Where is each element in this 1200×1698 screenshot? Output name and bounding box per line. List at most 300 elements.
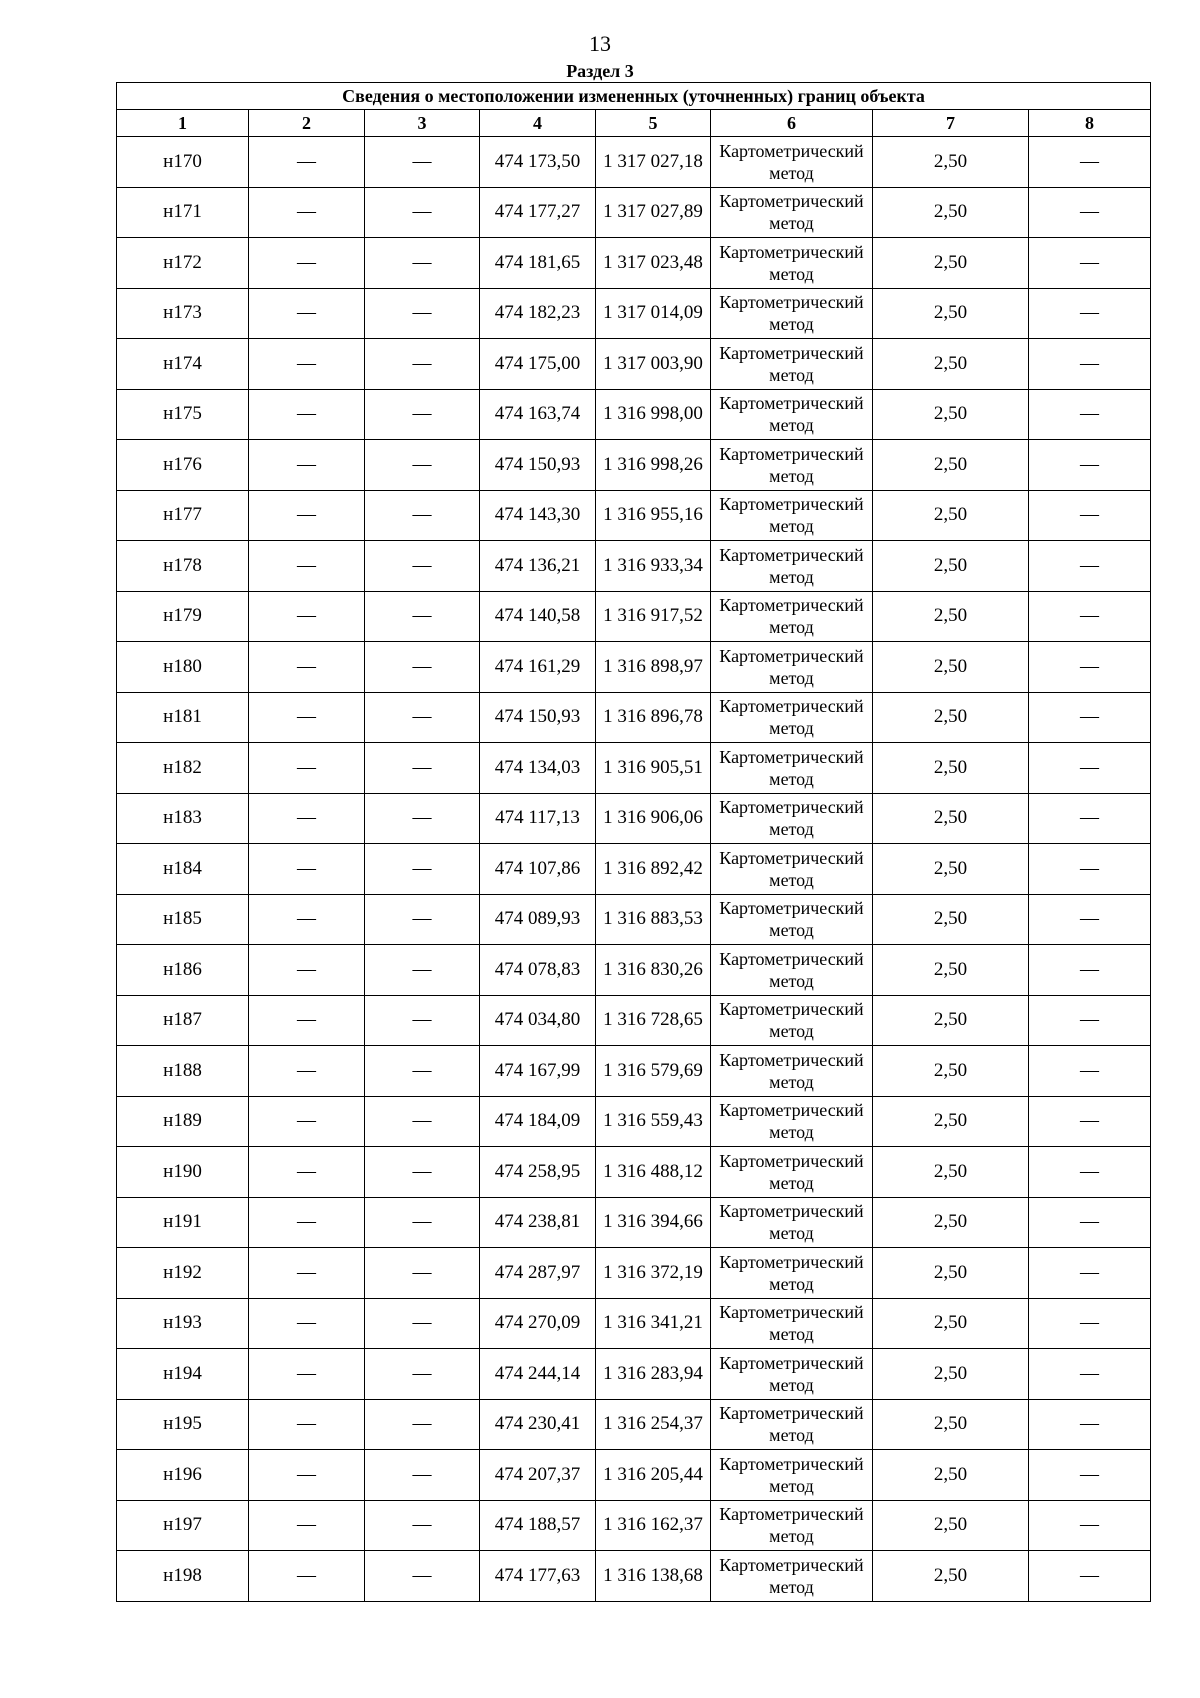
table-row (117, 1349, 1151, 1400)
method-text: Картометрический метод (719, 1554, 864, 1597)
method-cell (711, 238, 873, 289)
x-coordinate-cell: 474 184,09 (480, 1096, 596, 1147)
x-coordinate-cell: 474 163,74 (480, 389, 596, 440)
method-cell (711, 1197, 873, 1248)
page-number: 13 (589, 31, 611, 56)
x-coordinate-cell: 474 175,00 (480, 339, 596, 390)
method-cell (711, 1096, 873, 1147)
method-text: Картометрический метод (719, 1302, 864, 1345)
method-cell (711, 1551, 873, 1602)
column-number: 4 (480, 110, 596, 137)
method-cell (711, 541, 873, 592)
point-name-cell: н198 (117, 1551, 249, 1602)
column-8-cell: — (1029, 288, 1151, 339)
method-text: Картометрический метод (719, 1453, 864, 1496)
column-3-cell: — (365, 490, 480, 541)
column-2-cell: — (249, 1551, 365, 1602)
column-8-cell: — (1029, 1096, 1151, 1147)
column-2-cell: — (249, 187, 365, 238)
y-coordinate-cell: 1 317 003,90 (596, 339, 711, 390)
column-number: 6 (711, 110, 873, 137)
method-cell (711, 339, 873, 390)
table-row (117, 1500, 1151, 1551)
column-8-cell: — (1029, 490, 1151, 541)
method-cell (711, 692, 873, 743)
accuracy-cell: 2,50 (873, 1399, 1029, 1450)
point-name-cell: н181 (117, 692, 249, 743)
method-text: Картометрический метод (719, 1251, 864, 1294)
accuracy-cell: 2,50 (873, 490, 1029, 541)
accuracy-cell: 2,50 (873, 389, 1029, 440)
accuracy-cell: 2,50 (873, 1500, 1029, 1551)
table-row (117, 187, 1151, 238)
column-2-cell: — (249, 793, 365, 844)
column-2-cell: — (249, 440, 365, 491)
y-coordinate-cell: 1 316 896,78 (596, 692, 711, 743)
method-cell (711, 288, 873, 339)
column-3-cell: — (365, 541, 480, 592)
x-coordinate-cell: 474 177,27 (480, 187, 596, 238)
column-8-cell: — (1029, 642, 1151, 693)
column-2-cell: — (249, 137, 365, 188)
table-row (117, 1551, 1151, 1602)
method-cell (711, 1450, 873, 1501)
method-cell (711, 1046, 873, 1097)
accuracy-cell: 2,50 (873, 187, 1029, 238)
column-2-cell: — (249, 1298, 365, 1349)
y-coordinate-cell: 1 317 027,18 (596, 137, 711, 188)
table-row (117, 1450, 1151, 1501)
accuracy-cell: 2,50 (873, 844, 1029, 895)
x-coordinate-cell: 474 244,14 (480, 1349, 596, 1400)
method-text: Картометрический метод (719, 1403, 864, 1446)
accuracy-cell: 2,50 (873, 440, 1029, 491)
column-number: 3 (365, 110, 480, 137)
y-coordinate-cell: 1 316 883,53 (596, 894, 711, 945)
method-text: Картометрический метод (719, 140, 864, 183)
y-coordinate-cell: 1 316 488,12 (596, 1147, 711, 1198)
table-row (117, 1197, 1151, 1248)
x-coordinate-cell: 474 136,21 (480, 541, 596, 592)
accuracy-cell: 2,50 (873, 339, 1029, 390)
method-text: Картометрический метод (719, 1352, 864, 1395)
x-coordinate-cell: 474 182,23 (480, 288, 596, 339)
point-name-cell: н195 (117, 1399, 249, 1450)
accuracy-cell: 2,50 (873, 1096, 1029, 1147)
x-coordinate-cell: 474 107,86 (480, 844, 596, 895)
column-2-cell: — (249, 945, 365, 996)
column-2-cell: — (249, 591, 365, 642)
x-coordinate-cell: 474 117,13 (480, 793, 596, 844)
accuracy-cell: 2,50 (873, 995, 1029, 1046)
method-cell (711, 642, 873, 693)
method-cell (711, 743, 873, 794)
point-name-cell: н170 (117, 137, 249, 188)
method-cell (711, 490, 873, 541)
x-coordinate-cell: 474 258,95 (480, 1147, 596, 1198)
table-row (117, 894, 1151, 945)
accuracy-cell: 2,50 (873, 541, 1029, 592)
table-row (117, 793, 1151, 844)
point-name-cell: н174 (117, 339, 249, 390)
table-row (117, 1248, 1151, 1299)
point-name-cell: н179 (117, 591, 249, 642)
accuracy-cell: 2,50 (873, 1551, 1029, 1602)
table-row (117, 288, 1151, 339)
method-text: Картометрический метод (719, 847, 864, 890)
x-coordinate-cell: 474 270,09 (480, 1298, 596, 1349)
y-coordinate-cell: 1 316 341,21 (596, 1298, 711, 1349)
column-8-cell: — (1029, 238, 1151, 289)
x-coordinate-cell: 474 089,93 (480, 894, 596, 945)
column-8-cell: — (1029, 692, 1151, 743)
y-coordinate-cell: 1 316 162,37 (596, 1500, 711, 1551)
y-coordinate-cell: 1 316 898,97 (596, 642, 711, 693)
column-3-cell: — (365, 1298, 480, 1349)
column-number: 2 (249, 110, 365, 137)
table-row (117, 339, 1151, 390)
column-2-cell: — (249, 1450, 365, 1501)
table-row (117, 1046, 1151, 1097)
point-name-cell: н184 (117, 844, 249, 895)
column-8-cell: — (1029, 793, 1151, 844)
accuracy-cell: 2,50 (873, 945, 1029, 996)
y-coordinate-cell: 1 316 917,52 (596, 591, 711, 642)
table-row (117, 692, 1151, 743)
y-coordinate-cell: 1 316 283,94 (596, 1349, 711, 1400)
column-2-cell: — (249, 1147, 365, 1198)
method-text: Картометрический метод (719, 999, 864, 1042)
table-body (117, 137, 1151, 1602)
point-name-cell: н191 (117, 1197, 249, 1248)
point-name-cell: н188 (117, 1046, 249, 1097)
table-row (117, 642, 1151, 693)
x-coordinate-cell: 474 140,58 (480, 591, 596, 642)
accuracy-cell: 2,50 (873, 1450, 1029, 1501)
column-3-cell: — (365, 288, 480, 339)
y-coordinate-cell: 1 316 728,65 (596, 995, 711, 1046)
column-3-cell: — (365, 1096, 480, 1147)
method-text: Картометрический метод (719, 696, 864, 739)
method-text: Картометрический метод (719, 1049, 864, 1092)
accuracy-cell: 2,50 (873, 288, 1029, 339)
x-coordinate-cell: 474 230,41 (480, 1399, 596, 1450)
section-title: Раздел 3 (566, 61, 634, 81)
y-coordinate-cell: 1 316 394,66 (596, 1197, 711, 1248)
method-cell (711, 137, 873, 188)
method-cell (711, 389, 873, 440)
accuracy-cell: 2,50 (873, 793, 1029, 844)
y-coordinate-cell: 1 317 023,48 (596, 238, 711, 289)
table-row (117, 1096, 1151, 1147)
y-coordinate-cell: 1 316 205,44 (596, 1450, 711, 1501)
table-row (117, 995, 1151, 1046)
point-name-cell: н192 (117, 1248, 249, 1299)
column-8-cell: — (1029, 844, 1151, 895)
column-8-cell: — (1029, 389, 1151, 440)
x-coordinate-cell: 474 177,63 (480, 1551, 596, 1602)
point-name-cell: н173 (117, 288, 249, 339)
method-cell (711, 440, 873, 491)
y-coordinate-cell: 1 316 905,51 (596, 743, 711, 794)
method-text: Картометрический метод (719, 342, 864, 385)
column-3-cell: — (365, 1197, 480, 1248)
method-cell (711, 945, 873, 996)
x-coordinate-cell: 474 150,93 (480, 692, 596, 743)
accuracy-cell: 2,50 (873, 137, 1029, 188)
method-cell (711, 591, 873, 642)
column-3-cell: — (365, 844, 480, 895)
column-2-cell: — (249, 1096, 365, 1147)
column-2-cell: — (249, 238, 365, 289)
accuracy-cell: 2,50 (873, 1197, 1029, 1248)
column-3-cell: — (365, 1500, 480, 1551)
x-coordinate-cell: 474 238,81 (480, 1197, 596, 1248)
accuracy-cell: 2,50 (873, 1298, 1029, 1349)
column-3-cell: — (365, 389, 480, 440)
column-2-cell: — (249, 490, 365, 541)
point-name-cell: н178 (117, 541, 249, 592)
x-coordinate-cell: 474 034,80 (480, 995, 596, 1046)
column-2-cell: — (249, 692, 365, 743)
method-text: Картометрический метод (719, 1201, 864, 1244)
method-text: Картометрический метод (719, 292, 864, 335)
table-row (117, 743, 1151, 794)
point-name-cell: н183 (117, 793, 249, 844)
column-3-cell: — (365, 591, 480, 642)
column-8-cell: — (1029, 1197, 1151, 1248)
x-coordinate-cell: 474 143,30 (480, 490, 596, 541)
y-coordinate-cell: 1 316 955,16 (596, 490, 711, 541)
column-8-cell: — (1029, 187, 1151, 238)
method-text: Картометрический метод (719, 1100, 864, 1143)
method-cell (711, 1248, 873, 1299)
accuracy-cell: 2,50 (873, 1147, 1029, 1198)
column-3-cell: — (365, 1399, 480, 1450)
point-name-cell: н177 (117, 490, 249, 541)
table-row (117, 591, 1151, 642)
column-8-cell: — (1029, 1248, 1151, 1299)
column-3-cell: — (365, 137, 480, 188)
column-number: 5 (596, 110, 711, 137)
method-cell (711, 793, 873, 844)
table-caption: Сведения о местоположении измененных (уточненных) границ объекта (117, 83, 1151, 110)
column-number: 7 (873, 110, 1029, 137)
table-row (117, 1399, 1151, 1450)
column-3-cell: — (365, 692, 480, 743)
column-number-row (117, 110, 1151, 137)
accuracy-cell: 2,50 (873, 1046, 1029, 1097)
column-8-cell: — (1029, 1046, 1151, 1097)
column-3-cell: — (365, 339, 480, 390)
x-coordinate-cell: 474 181,65 (480, 238, 596, 289)
method-text: Картометрический метод (719, 746, 864, 789)
table-row (117, 238, 1151, 289)
column-8-cell: — (1029, 1551, 1151, 1602)
column-2-cell: — (249, 1197, 365, 1248)
column-8-cell: — (1029, 945, 1151, 996)
column-3-cell: — (365, 187, 480, 238)
x-coordinate-cell: 474 078,83 (480, 945, 596, 996)
column-3-cell: — (365, 1147, 480, 1198)
table-row (117, 1298, 1151, 1349)
column-3-cell: — (365, 238, 480, 289)
accuracy-cell: 2,50 (873, 743, 1029, 794)
column-3-cell: — (365, 995, 480, 1046)
point-name-cell: н176 (117, 440, 249, 491)
y-coordinate-cell: 1 316 998,00 (596, 389, 711, 440)
column-2-cell: — (249, 1349, 365, 1400)
x-coordinate-cell: 474 134,03 (480, 743, 596, 794)
point-name-cell: н187 (117, 995, 249, 1046)
column-8-cell: — (1029, 1399, 1151, 1450)
point-name-cell: н185 (117, 894, 249, 945)
x-coordinate-cell: 474 161,29 (480, 642, 596, 693)
column-2-cell: — (249, 844, 365, 895)
column-8-cell: — (1029, 440, 1151, 491)
table-row (117, 490, 1151, 541)
table-row (117, 541, 1151, 592)
point-name-cell: н193 (117, 1298, 249, 1349)
method-text: Картометрический метод (719, 191, 864, 234)
method-text: Картометрический метод (719, 948, 864, 991)
column-8-cell: — (1029, 894, 1151, 945)
column-2-cell: — (249, 1399, 365, 1450)
point-name-cell: н190 (117, 1147, 249, 1198)
y-coordinate-cell: 1 316 579,69 (596, 1046, 711, 1097)
accuracy-cell: 2,50 (873, 1349, 1029, 1400)
column-2-cell: — (249, 541, 365, 592)
column-3-cell: — (365, 1248, 480, 1299)
column-3-cell: — (365, 894, 480, 945)
method-cell (711, 894, 873, 945)
table-row (117, 389, 1151, 440)
column-2-cell: — (249, 743, 365, 794)
column-3-cell: — (365, 1349, 480, 1400)
column-8-cell: — (1029, 137, 1151, 188)
x-coordinate-cell: 474 173,50 (480, 137, 596, 188)
column-8-cell: — (1029, 995, 1151, 1046)
table-row (117, 137, 1151, 188)
y-coordinate-cell: 1 317 014,09 (596, 288, 711, 339)
column-8-cell: — (1029, 1147, 1151, 1198)
column-8-cell: — (1029, 591, 1151, 642)
y-coordinate-cell: 1 316 830,26 (596, 945, 711, 996)
x-coordinate-cell: 474 287,97 (480, 1248, 596, 1299)
y-coordinate-cell: 1 316 138,68 (596, 1551, 711, 1602)
method-cell (711, 187, 873, 238)
column-3-cell: — (365, 1551, 480, 1602)
point-name-cell: н189 (117, 1096, 249, 1147)
x-coordinate-cell: 474 188,57 (480, 1500, 596, 1551)
boundary-coordinates-table (116, 82, 1151, 1602)
method-text: Картометрический метод (719, 797, 864, 840)
y-coordinate-cell: 1 316 906,06 (596, 793, 711, 844)
column-3-cell: — (365, 945, 480, 996)
column-8-cell: — (1029, 1500, 1151, 1551)
point-name-cell: н180 (117, 642, 249, 693)
method-cell (711, 995, 873, 1046)
method-cell (711, 1349, 873, 1400)
column-2-cell: — (249, 389, 365, 440)
column-2-cell: — (249, 642, 365, 693)
method-text: Картометрический метод (719, 1504, 864, 1547)
table-row (117, 1147, 1151, 1198)
method-text: Картометрический метод (719, 898, 864, 941)
method-text: Картометрический метод (719, 1150, 864, 1193)
point-name-cell: н171 (117, 187, 249, 238)
x-coordinate-cell: 474 207,37 (480, 1450, 596, 1501)
column-8-cell: — (1029, 541, 1151, 592)
y-coordinate-cell: 1 316 998,26 (596, 440, 711, 491)
table-row (117, 440, 1151, 491)
method-cell (711, 844, 873, 895)
accuracy-cell: 2,50 (873, 642, 1029, 693)
method-text: Картометрический метод (719, 241, 864, 284)
y-coordinate-cell: 1 316 892,42 (596, 844, 711, 895)
method-text: Картометрический метод (719, 544, 864, 587)
point-name-cell: н196 (117, 1450, 249, 1501)
column-3-cell: — (365, 1450, 480, 1501)
table-row (117, 844, 1151, 895)
x-coordinate-cell: 474 150,93 (480, 440, 596, 491)
column-2-cell: — (249, 1248, 365, 1299)
point-name-cell: н197 (117, 1500, 249, 1551)
method-cell (711, 1399, 873, 1450)
column-2-cell: — (249, 995, 365, 1046)
column-3-cell: — (365, 642, 480, 693)
method-cell (711, 1500, 873, 1551)
method-text: Картометрический метод (719, 494, 864, 537)
column-8-cell: — (1029, 1349, 1151, 1400)
y-coordinate-cell: 1 316 933,34 (596, 541, 711, 592)
column-2-cell: — (249, 1046, 365, 1097)
accuracy-cell: 2,50 (873, 894, 1029, 945)
method-cell (711, 1147, 873, 1198)
point-name-cell: н186 (117, 945, 249, 996)
point-name-cell: н175 (117, 389, 249, 440)
column-3-cell: — (365, 793, 480, 844)
accuracy-cell: 2,50 (873, 1248, 1029, 1299)
method-text: Картометрический метод (719, 595, 864, 638)
y-coordinate-cell: 1 316 372,19 (596, 1248, 711, 1299)
point-name-cell: н172 (117, 238, 249, 289)
column-3-cell: — (365, 743, 480, 794)
y-coordinate-cell: 1 316 254,37 (596, 1399, 711, 1450)
table-caption-row (117, 83, 1151, 110)
column-number: 1 (117, 110, 249, 137)
point-name-cell: н182 (117, 743, 249, 794)
column-3-cell: — (365, 1046, 480, 1097)
method-text: Картометрический метод (719, 393, 864, 436)
method-text: Картометрический метод (719, 645, 864, 688)
y-coordinate-cell: 1 317 027,89 (596, 187, 711, 238)
point-name-cell: н194 (117, 1349, 249, 1400)
column-8-cell: — (1029, 743, 1151, 794)
y-coordinate-cell: 1 316 559,43 (596, 1096, 711, 1147)
table-row (117, 945, 1151, 996)
column-8-cell: — (1029, 339, 1151, 390)
column-2-cell: — (249, 288, 365, 339)
accuracy-cell: 2,50 (873, 591, 1029, 642)
method-cell (711, 1298, 873, 1349)
method-text: Картометрический метод (719, 443, 864, 486)
x-coordinate-cell: 474 167,99 (480, 1046, 596, 1097)
column-2-cell: — (249, 339, 365, 390)
column-8-cell: — (1029, 1450, 1151, 1501)
column-8-cell: — (1029, 1298, 1151, 1349)
column-2-cell: — (249, 1500, 365, 1551)
